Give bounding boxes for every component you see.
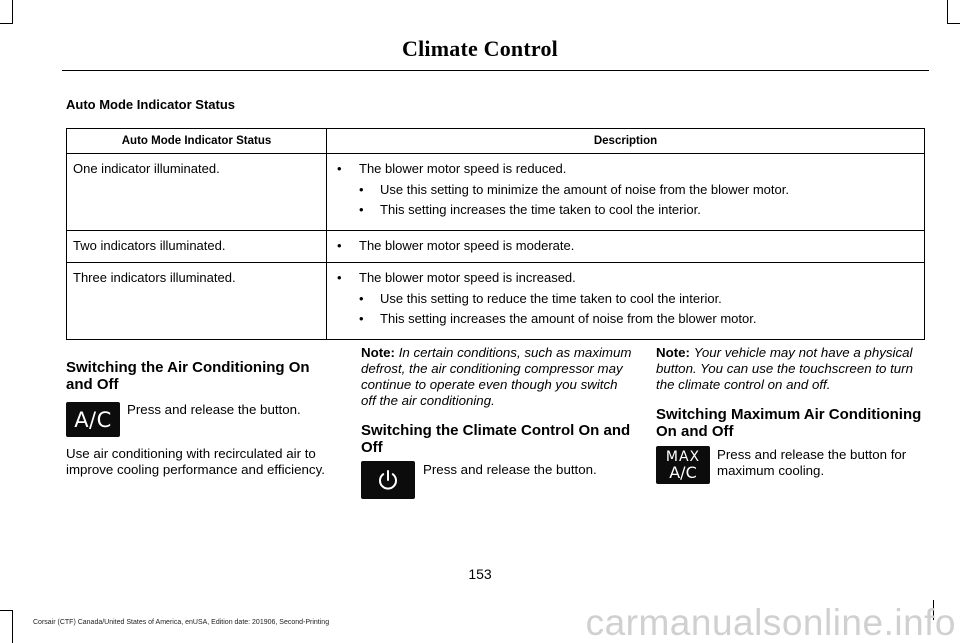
description-cell	[327, 154, 925, 231]
ac-button-icon	[66, 402, 120, 437]
header-rule	[62, 70, 929, 71]
table-header-description: Description	[327, 129, 925, 154]
column-climate	[361, 345, 633, 456]
crop-mark-bottom-left-h	[0, 610, 13, 611]
crop-mark-top-right-h	[947, 23, 960, 24]
column-ac	[66, 359, 338, 393]
power-button-icon	[361, 461, 415, 499]
max-ac-button-icon	[656, 446, 710, 484]
ac-heading: Switching the Air Conditioning On and Off	[66, 359, 310, 393]
crop-mark-top-left-v	[12, 0, 13, 24]
ac-instruction: Press and release the button.	[127, 402, 301, 417]
description-main: • The blower motor speed is increased.	[333, 270, 918, 286]
max-ac-heading: Switching Maximum Air Conditioning On and Off	[656, 406, 922, 440]
page-number: 153	[468, 566, 492, 582]
max-ac-instruction: Press and release the button for maximum cooling.	[717, 447, 907, 478]
ac-body: Use air conditioning with recirculated air to improve cooling performance and efficiency.	[66, 446, 325, 477]
description-sub: • Use this setting to minimize the amount of noise from the blower motor.	[333, 182, 918, 198]
power-icon	[376, 468, 400, 492]
description-main: • The blower motor speed is moderate.	[333, 238, 918, 254]
page-title: Climate Control	[402, 36, 558, 61]
description-sub: • This setting increases the amount of noise from the blower motor.	[333, 311, 918, 327]
table-header-status: Auto Mode Indicator Status	[67, 129, 327, 154]
description-cell	[327, 263, 925, 340]
description-sub: • This setting increases the time taken to cool the interior.	[333, 202, 918, 218]
ac-icon-label: A/C	[74, 407, 112, 432]
status-cell: One indicator illuminated.	[67, 154, 327, 231]
note-text: In certain conditions, such as maximum defrost, the air conditioning compressor may continue to operate even though you switch off the air conditioning.	[361, 345, 632, 408]
max-ac-note	[656, 345, 928, 393]
watermark: carmanualsonline.info	[585, 602, 956, 643]
max-icon-label: MAX	[665, 448, 701, 465]
column-max-ac	[656, 345, 928, 440]
indicator-status-table	[66, 128, 925, 340]
description-main: • The blower motor speed is reduced.	[333, 161, 918, 177]
climate-instruction: Press and release the button.	[423, 462, 597, 477]
edition-footer: Corsair (CTF) Canada/United States of America, enUSA, Edition date: 201906, Second-Printing	[33, 619, 330, 626]
ac-icon-label: A/C	[669, 462, 697, 482]
crop-mark-top-left-h	[0, 23, 13, 24]
crop-mark-bottom-left-v	[12, 610, 13, 643]
description-sub: • Use this setting to reduce the time taken to cool the interior.	[333, 291, 918, 307]
crop-mark-top-right-v	[947, 0, 948, 24]
table-row	[67, 231, 925, 263]
note-text: Your vehicle may not have a physical button. You can use the touchscreen to turn the climate control on and off.	[656, 345, 914, 392]
climate-note	[361, 345, 633, 409]
description-cell	[327, 231, 925, 263]
section-heading: Auto Mode Indicator Status	[66, 97, 235, 112]
table-row	[67, 154, 925, 231]
table-header-row	[67, 129, 925, 154]
climate-heading: Switching the Climate Control On and Off	[361, 422, 631, 456]
status-cell: Two indicators illuminated.	[67, 231, 327, 263]
note-label: Note:	[361, 345, 395, 360]
table-row	[67, 263, 925, 340]
note-label: Note:	[656, 345, 690, 360]
status-cell: Three indicators illuminated.	[67, 263, 327, 340]
